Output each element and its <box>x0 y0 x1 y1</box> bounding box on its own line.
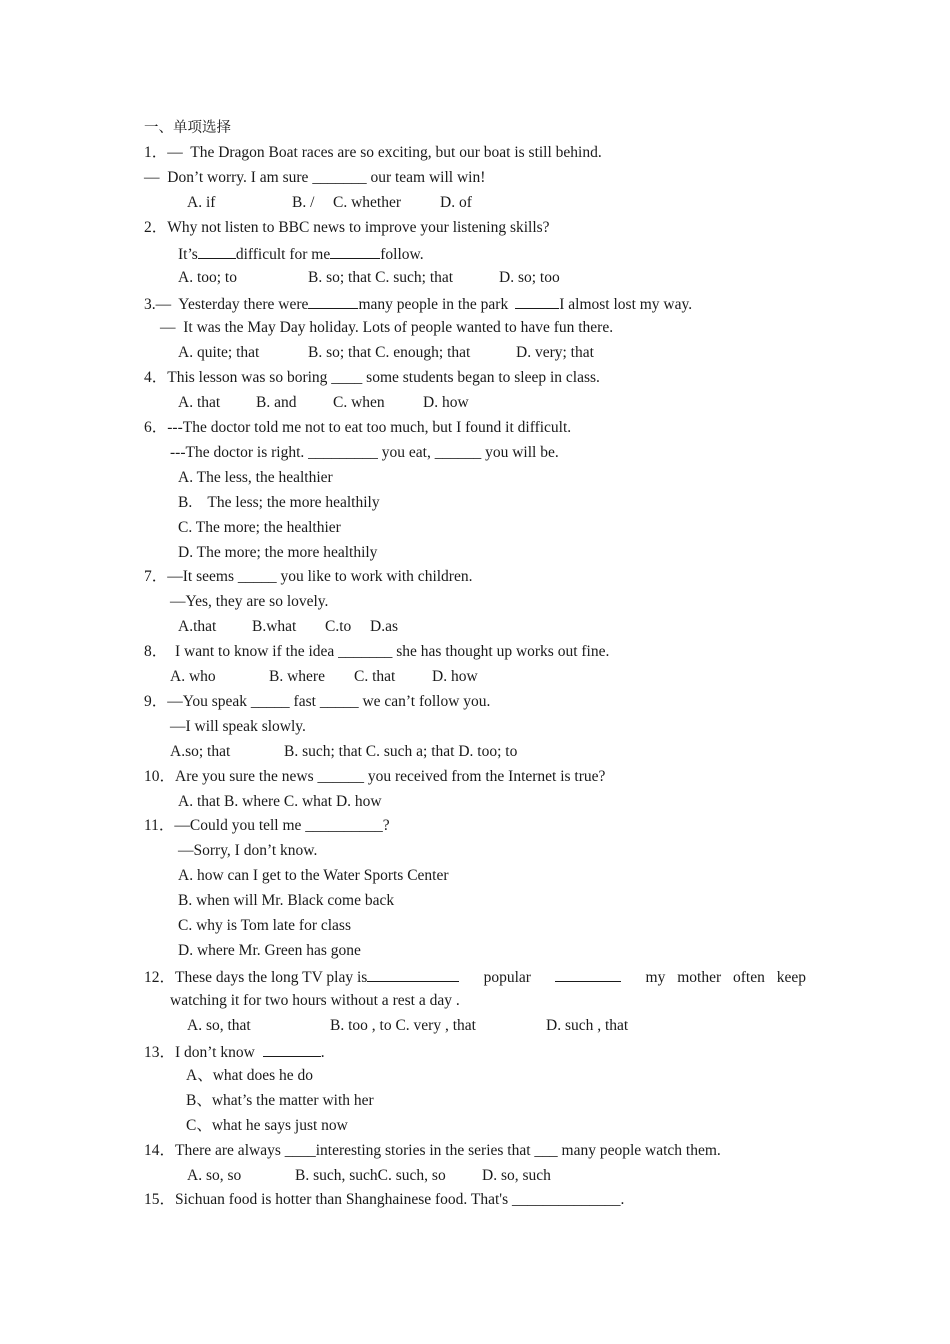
text: many people in the park <box>358 296 509 313</box>
text: . <box>320 1044 325 1061</box>
question-4-option-c: C. when <box>333 394 385 411</box>
blank <box>555 966 621 982</box>
question-1: 1．— The Dragon Boat races are so exciting, but our boat is still behind. <box>144 144 602 161</box>
question-11: 11．—Could you tell me __________? <box>144 817 390 834</box>
question-8-option-a: A. who <box>170 668 216 685</box>
text: 12．These days the long TV play is <box>144 969 368 986</box>
question-14-option-a: A. so, so <box>187 1167 242 1184</box>
question-3-option-bc: B. so; that C. enough; that <box>308 344 471 361</box>
question-8-option-b: B. where <box>269 668 325 685</box>
question-10: 10．Are you sure the news ______ you received from the Internet is true? <box>144 768 606 785</box>
question-9-option-bcd: B. such; that C. such a; that D. too; to <box>284 743 518 760</box>
question-6-reply: ---The doctor is right. _________ you eat, ______ you will be. <box>170 444 559 461</box>
question-4: 4．This lesson was so boring ____ some students began to sleep in class. <box>144 369 600 386</box>
question-12-option-d: D. such , that <box>546 1017 629 1034</box>
blank <box>263 1041 321 1057</box>
text: follow. <box>380 246 424 263</box>
question-6: 6．---The doctor told me not to eat too much, but I found it difficult. <box>144 419 572 436</box>
question-3-reply: — It was the May Day holiday. Lots of people wanted to have fun there. <box>160 319 614 336</box>
question-1-option-b: B. / <box>292 194 315 211</box>
question-3 <box>144 293 692 315</box>
question-1-option-d: D. of <box>440 194 472 211</box>
question-9-option-a: A.so; that <box>170 743 231 760</box>
question-6-option-a: A. The less, the healthier <box>178 469 333 486</box>
question-12 <box>144 966 806 988</box>
blank <box>330 243 380 259</box>
section-title: 一、单项选择 <box>144 120 231 136</box>
blank <box>198 243 236 259</box>
question-11-option-b: B. when will Mr. Black come back <box>178 892 395 909</box>
question-2: 2．Why not listen to BBC news to improve your listening skills? <box>144 219 550 236</box>
question-10-options: A. that B. where C. what D. how <box>178 793 382 810</box>
question-14-option-bc: B. such, suchC. such, so <box>295 1167 446 1184</box>
text: my mother often keep <box>645 969 806 986</box>
question-2-option-bc: B. so; that C. such; that <box>308 269 454 286</box>
text: popular <box>483 969 531 986</box>
question-13-option-b: B、what’s the matter with her <box>186 1092 374 1109</box>
question-2-option-d: D. so; too <box>499 269 560 286</box>
question-8-option-d: D. how <box>432 668 478 685</box>
question-13 <box>144 1041 325 1063</box>
text: 13．I don’t know <box>144 1044 255 1061</box>
question-7: 7．—It seems _____ you like to work with children. <box>144 568 473 585</box>
text: It’s <box>178 246 198 263</box>
question-14: 14．There are always ____interesting stories in the series that ___ many people watch them. <box>144 1142 721 1159</box>
question-11-option-c: C. why is Tom late for class <box>178 917 351 934</box>
question-1-option-c: C. whether <box>333 194 402 211</box>
question-3-option-a: A. quite; that <box>178 344 260 361</box>
question-8: 8． I want to know if the idea _______ she has thought up works out fine. <box>144 643 610 660</box>
question-1-option-a: A. if <box>187 194 216 211</box>
question-8-option-c: C. that <box>354 668 396 685</box>
question-11-reply: —Sorry, I don’t know. <box>178 842 318 859</box>
question-13-option-a: A、what does he do <box>186 1067 313 1084</box>
question-6-option-b: B. The less; the more healthily <box>178 494 380 511</box>
question-9-reply: —I will speak slowly. <box>170 718 306 735</box>
text: I almost lost my way. <box>559 296 693 313</box>
question-7-option-c: C.to <box>325 618 352 635</box>
question-14-option-d: D. so, such <box>482 1167 551 1184</box>
blank <box>367 966 459 982</box>
blank <box>308 293 358 309</box>
question-2-reply <box>178 243 424 265</box>
question-4-option-b: B. and <box>256 394 297 411</box>
question-6-option-d: D. The more; the more healthily <box>178 544 378 561</box>
question-1-reply: — Don’t worry. I am sure _______ our team will win! <box>144 169 486 186</box>
question-4-option-d: D. how <box>423 394 469 411</box>
question-11-option-a: A. how can I get to the Water Sports Center <box>178 867 449 884</box>
question-7-reply: —Yes, they are so lovely. <box>170 593 329 610</box>
question-7-option-b: B.what <box>252 618 297 635</box>
question-2-option-a: A. too; to <box>178 269 237 286</box>
question-12-option-bc: B. too , to C. very , that <box>330 1017 476 1034</box>
question-9: 9．—You speak _____ fast _____ we can’t follow you. <box>144 693 491 710</box>
text: difficult for me <box>235 246 331 263</box>
question-3-option-d: D. very; that <box>516 344 594 361</box>
question-7-option-a: A.that <box>178 618 217 635</box>
blank <box>515 293 559 309</box>
question-11-option-d: D. where Mr. Green has gone <box>178 942 361 959</box>
question-4-option-a: A. that <box>178 394 221 411</box>
question-15: 15．Sichuan food is hotter than Shanghainese food. That's ______________. <box>144 1191 625 1208</box>
question-12-option-a: A. so, that <box>187 1017 251 1034</box>
question-6-option-c: C. The more; the healthier <box>178 519 341 536</box>
question-12-continued: watching it for two hours without a rest a day . <box>170 992 460 1009</box>
question-13-option-c: C、what he says just now <box>186 1117 348 1134</box>
text: 3.— Yesterday there were <box>144 296 309 313</box>
question-7-option-d: D.as <box>370 618 398 635</box>
